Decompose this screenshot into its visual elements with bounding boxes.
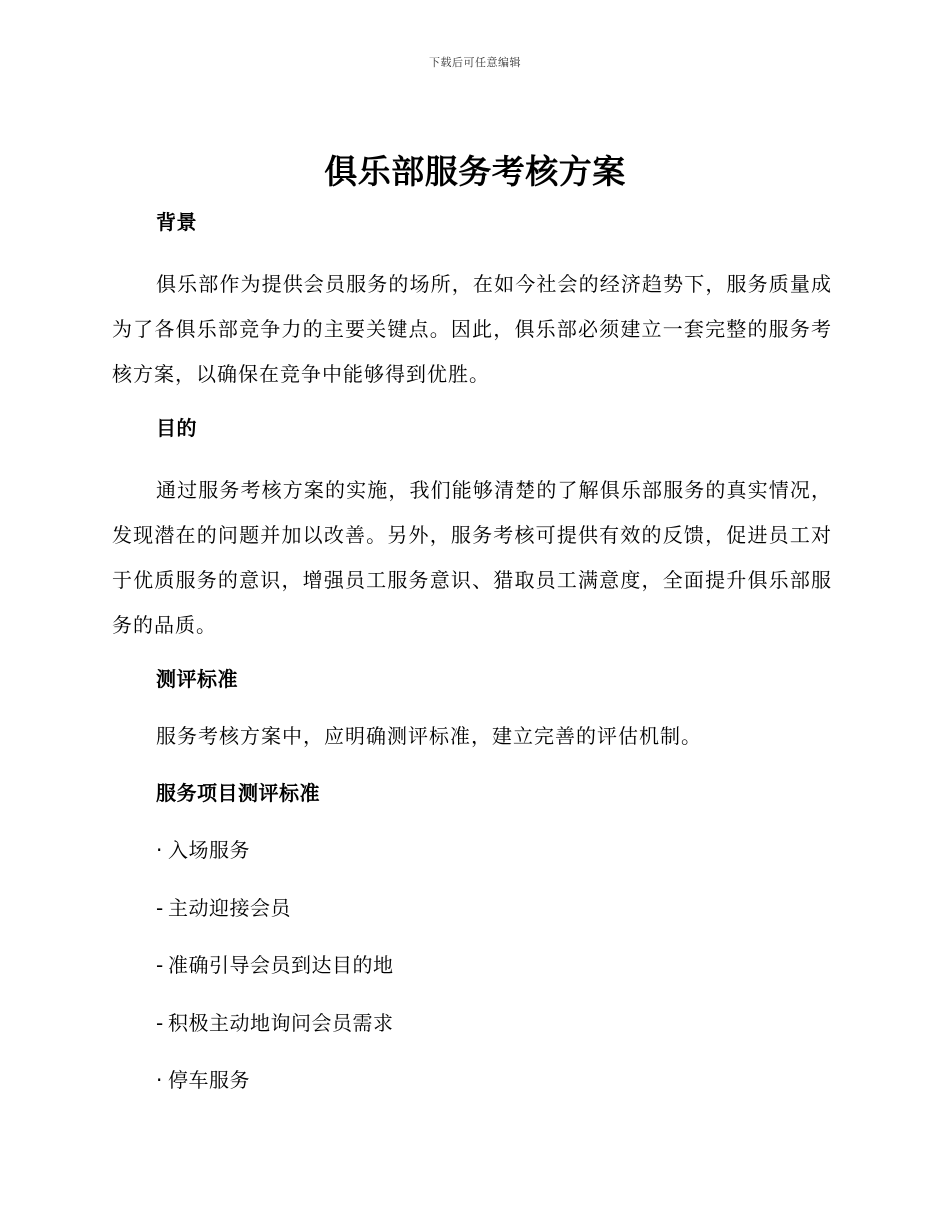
section-heading-purpose: 目的 <box>156 416 197 440</box>
list-item-text: 入场服务 <box>168 838 250 862</box>
section-heading-background: 背景 <box>156 210 197 234</box>
list-marker: · <box>156 838 163 862</box>
list-item-text: 准确引导会员到达目的地 <box>168 953 394 977</box>
section-heading-service-items: 服务项目测评标准 <box>156 781 320 805</box>
paragraph-background: 俱乐部作为提供会员服务的场所，在如今社会的经济趋势下，服务质量成为了各俱乐部竞争力的主要关键点。因此，俱乐部必须建立一套完整的服务考核方案，以确保在竞争中能够得到优胜。 <box>112 272 832 386</box>
list-marker: · <box>156 1068 163 1092</box>
paragraph-purpose: 通过服务考核方案的实施，我们能够清楚的了解俱乐部服务的真实情况，发现潜在的问题并加以改善。另外，服务考核可提供有效的反馈，促进员工对于优质服务的意识，增强员工服务意识、猎取员工满意度，全面提升俱乐部服务的品质。 <box>112 478 832 637</box>
list-marker: - <box>156 1010 164 1035</box>
document-title: 俱乐部服务考核方案 <box>324 152 626 191</box>
list-item <box>112 833 832 867</box>
service-items-list <box>112 833 832 1097</box>
list-item <box>112 1006 832 1040</box>
list-item <box>112 1063 832 1097</box>
section-heading-criteria: 测评标准 <box>156 667 238 691</box>
list-item-text: 停车服务 <box>168 1068 250 1092</box>
list-item-text: 积极主动地询问会员需求 <box>168 1010 394 1035</box>
list-item <box>112 891 832 925</box>
list-marker: - <box>156 895 164 920</box>
list-item <box>112 948 832 982</box>
list-item-text: 主动迎接会员 <box>168 895 291 920</box>
document-body <box>112 205 832 1121</box>
paragraph-criteria: 服务考核方案中，应明确测评标准，建立完善的评估机制。 <box>156 724 702 748</box>
list-marker: - <box>156 953 164 977</box>
page-header-note: 下载后可任意编辑 <box>429 56 521 69</box>
